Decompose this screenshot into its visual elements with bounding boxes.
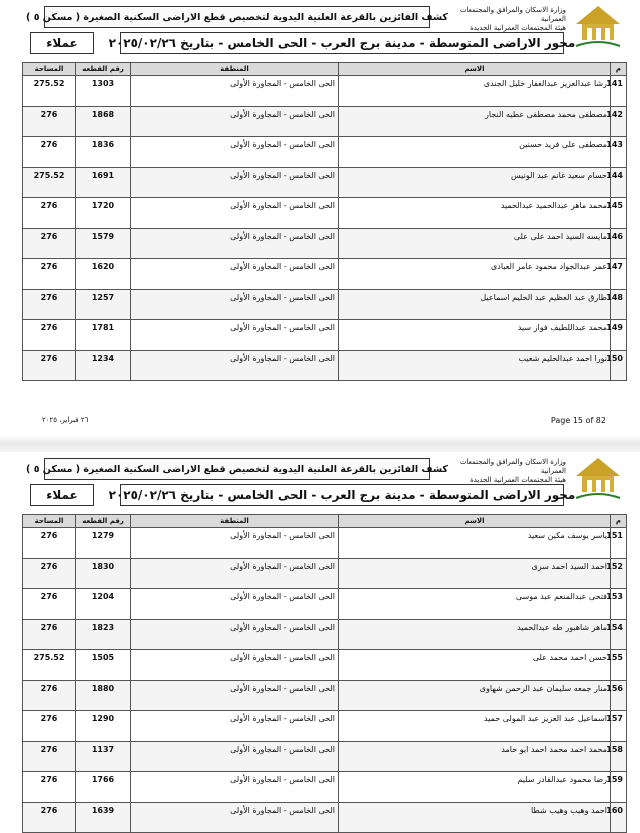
ministry-name <box>440 458 566 485</box>
cell-area: الحى الخامس - المجاورة الأولى <box>131 680 339 711</box>
cell-area: الحى الخامس - المجاورة الأولى <box>131 589 339 620</box>
table-row <box>23 198 627 229</box>
cell-area: الحى الخامس - المجاورة الأولى <box>131 320 339 351</box>
ministry-line-1: وزارة الاسكان والمرافق والمجتمعات العمرانية <box>459 458 566 475</box>
cell-area: الحى الخامس - المجاورة الأولى <box>131 106 339 137</box>
cell-name: حسام سعيد غانم عبد الونيس <box>339 167 611 198</box>
cell-name: محمد عبداللطيف فواز سيد <box>339 320 611 351</box>
cell-no: 159 <box>611 772 627 803</box>
cell-plot: 1880 <box>76 680 131 711</box>
col-header-plot: رقم القطعه <box>76 515 131 528</box>
ministry-logo-icon <box>570 2 626 54</box>
cell-no: 153 <box>611 589 627 620</box>
ministry-line-2: هيئة المجتمعات العمرانية الجديدة <box>470 24 566 32</box>
cell-size: 276 <box>23 802 76 833</box>
cell-size: 276 <box>23 106 76 137</box>
cell-plot: 1505 <box>76 650 131 681</box>
cell-area: الحى الخامس - المجاورة الأولى <box>131 137 339 168</box>
cell-size: 276 <box>23 198 76 229</box>
ministry-line-1: وزارة الاسكان والمرافق والمجتمعات العمرانية <box>459 6 566 23</box>
cell-no: 148 <box>611 289 627 320</box>
cell-size: 275.52 <box>23 167 76 198</box>
table-row <box>23 619 627 650</box>
cell-size: 276 <box>23 589 76 620</box>
cell-area: الحى الخامس - المجاورة الأولى <box>131 228 339 259</box>
cell-no: 149 <box>611 320 627 351</box>
cell-area: الحى الخامس - المجاورة الأولى <box>131 528 339 559</box>
cell-size: 276 <box>23 619 76 650</box>
cell-name: طارق عبد العظيم عبد الحليم اسماعيل <box>339 289 611 320</box>
report-subtitle: محور الاراضى المتوسطة - مدينة برج العرب - الحى الخامس - بتاريخ ٢٠٢٥/٠٢/٢٦ <box>120 484 564 506</box>
ministry-logo-icon <box>570 454 626 506</box>
cell-size: 276 <box>23 711 76 742</box>
footer-page-number: Page 15 of 82 <box>550 416 606 425</box>
cell-name: رضا محمود عبدالقادر سليم <box>339 772 611 803</box>
table-row <box>23 741 627 772</box>
cell-no: 154 <box>611 619 627 650</box>
cell-size: 275.52 <box>23 76 76 107</box>
cell-size: 276 <box>23 528 76 559</box>
report-title: كشف الفائزين بالقرعة العلنية اليدوية لتخصيص قطع الاراضى السكنية الصغيرة ( مسكن ٥ ) <box>44 458 430 480</box>
cell-area: الحى الخامس - المجاورة الأولى <box>131 76 339 107</box>
cell-plot: 1639 <box>76 802 131 833</box>
col-header-name: الاسم <box>339 63 611 76</box>
cell-no: 156 <box>611 680 627 711</box>
cell-name: فتحى عبدالمنعم عبد موسى <box>339 589 611 620</box>
cell-name: محمد احمد محمد احمد ابو حامد <box>339 741 611 772</box>
cell-no: 142 <box>611 106 627 137</box>
cell-area: الحى الخامس - المجاورة الأولى <box>131 198 339 229</box>
cell-area: الحى الخامس - المجاورة الأولى <box>131 650 339 681</box>
cell-no: 160 <box>611 802 627 833</box>
cell-plot: 1720 <box>76 198 131 229</box>
table-body <box>23 528 627 833</box>
table-row <box>23 680 627 711</box>
cell-size: 276 <box>23 289 76 320</box>
table-row <box>23 589 627 620</box>
winners-table <box>22 62 627 381</box>
col-header-name: الاسم <box>339 515 611 528</box>
cell-area: الحى الخامس - المجاورة الأولى <box>131 259 339 290</box>
cell-area: الحى الخامس - المجاورة الأولى <box>131 558 339 589</box>
cell-area: الحى الخامس - المجاورة الأولى <box>131 772 339 803</box>
cell-plot: 1868 <box>76 106 131 137</box>
cell-plot: 1836 <box>76 137 131 168</box>
col-header-no: م <box>611 515 627 528</box>
cell-name: مصطفى محمد مصطفى عطيه النجار <box>339 106 611 137</box>
table-row <box>23 106 627 137</box>
table-row <box>23 802 627 833</box>
table-row <box>23 76 627 107</box>
col-header-area: المنطقة <box>131 515 339 528</box>
cell-area: الحى الخامس - المجاورة الأولى <box>131 711 339 742</box>
cell-plot: 1279 <box>76 528 131 559</box>
cell-area: الحى الخامس - المجاورة الأولى <box>131 167 339 198</box>
cell-no: 157 <box>611 711 627 742</box>
cell-size: 276 <box>23 680 76 711</box>
cell-name: رشا عبدالعزيز عبدالغفار خليل الجندى <box>339 76 611 107</box>
table-row <box>23 320 627 351</box>
cell-name: عمر عبدالجواد محمود عامر العبادى <box>339 259 611 290</box>
cell-no: 158 <box>611 741 627 772</box>
col-header-area: المنطقة <box>131 63 339 76</box>
cell-name: اسماعيل عبد العزيز عبد المولى حميد <box>339 711 611 742</box>
document-page-16 <box>22 452 626 826</box>
cell-size: 275.52 <box>23 650 76 681</box>
cell-area: الحى الخامس - المجاورة الأولى <box>131 802 339 833</box>
winners-table <box>22 514 627 833</box>
cell-no: 150 <box>611 350 627 381</box>
col-header-plot: رقم القطعه <box>76 63 131 76</box>
cell-name: ياسر يوسف مكين سعيد <box>339 528 611 559</box>
cell-size: 276 <box>23 350 76 381</box>
cell-no: 143 <box>611 137 627 168</box>
cell-size: 276 <box>23 741 76 772</box>
ministry-name <box>440 6 566 33</box>
cell-no: 155 <box>611 650 627 681</box>
cell-plot: 1303 <box>76 76 131 107</box>
cell-name: حسن احمد محمد على <box>339 650 611 681</box>
report-subtitle: محور الاراضى المتوسطة - مدينة برج العرب - الحى الخامس - بتاريخ ٢٠٢٥/٠٢/٢٦ <box>120 32 564 54</box>
document-page-15 <box>22 0 626 425</box>
cell-plot: 1204 <box>76 589 131 620</box>
cell-name: منار جمعه سليمان عبد الرحمن شهاوى <box>339 680 611 711</box>
table-row <box>23 528 627 559</box>
table-row <box>23 228 627 259</box>
col-header-size: المساحة <box>23 515 76 528</box>
cell-size: 276 <box>23 228 76 259</box>
cell-no: 151 <box>611 528 627 559</box>
table-header-row <box>23 515 627 528</box>
table-body <box>23 76 627 381</box>
cell-size: 276 <box>23 558 76 589</box>
cell-size: 276 <box>23 137 76 168</box>
cell-area: الحى الخامس - المجاورة الأولى <box>131 289 339 320</box>
cell-no: 147 <box>611 259 627 290</box>
footer-date: ٢٦ فبراير، ٢٠٢٥ <box>42 416 89 424</box>
cell-no: 145 <box>611 198 627 229</box>
cell-plot: 1823 <box>76 619 131 650</box>
cell-plot: 1290 <box>76 711 131 742</box>
cell-name: نورا احمد عبدالحليم شعيب <box>339 350 611 381</box>
cell-plot: 1579 <box>76 228 131 259</box>
report-title: كشف الفائزين بالقرعة العلنية اليدوية لتخصيص قطع الاراضى السكنية الصغيرة ( مسكن ٥ ) <box>44 6 430 28</box>
cell-name: مصطفى على فريد حسنين <box>339 137 611 168</box>
cell-size: 276 <box>23 259 76 290</box>
cell-name: مايسه السيد احمد على على <box>339 228 611 259</box>
table-row <box>23 137 627 168</box>
cell-plot: 1830 <box>76 558 131 589</box>
table-row <box>23 350 627 381</box>
cell-no: 144 <box>611 167 627 198</box>
cell-no: 141 <box>611 76 627 107</box>
cell-plot: 1620 <box>76 259 131 290</box>
cell-no: 146 <box>611 228 627 259</box>
cell-name: احمد وهيب وهيب شطا <box>339 802 611 833</box>
cell-area: الحى الخامس - المجاورة الأولى <box>131 741 339 772</box>
cell-plot: 1766 <box>76 772 131 803</box>
table-row <box>23 259 627 290</box>
page-separator <box>0 436 640 452</box>
client-label: عملاء <box>30 484 94 506</box>
cell-plot: 1781 <box>76 320 131 351</box>
client-label: عملاء <box>30 32 94 54</box>
table-row <box>23 650 627 681</box>
cell-plot: 1257 <box>76 289 131 320</box>
cell-size: 276 <box>23 320 76 351</box>
cell-name: محمد ماهر عبدالحميد عبدالحميد <box>339 198 611 229</box>
table-header-row <box>23 63 627 76</box>
table-row <box>23 772 627 803</box>
cell-name: ماهر شاهبور طه عبدالحميد <box>339 619 611 650</box>
cell-area: الحى الخامس - المجاورة الأولى <box>131 350 339 381</box>
table-row <box>23 711 627 742</box>
table-row <box>23 167 627 198</box>
cell-plot: 1234 <box>76 350 131 381</box>
cell-size: 276 <box>23 772 76 803</box>
ministry-line-2: هيئة المجتمعات العمرانية الجديدة <box>470 476 566 484</box>
table-row <box>23 289 627 320</box>
col-header-size: المساحة <box>23 63 76 76</box>
cell-plot: 1137 <box>76 741 131 772</box>
cell-no: 152 <box>611 558 627 589</box>
col-header-no: م <box>611 63 627 76</box>
cell-area: الحى الخامس - المجاورة الأولى <box>131 619 339 650</box>
cell-plot: 1691 <box>76 167 131 198</box>
cell-name: احمد السيد احمد سرى <box>339 558 611 589</box>
table-row <box>23 558 627 589</box>
